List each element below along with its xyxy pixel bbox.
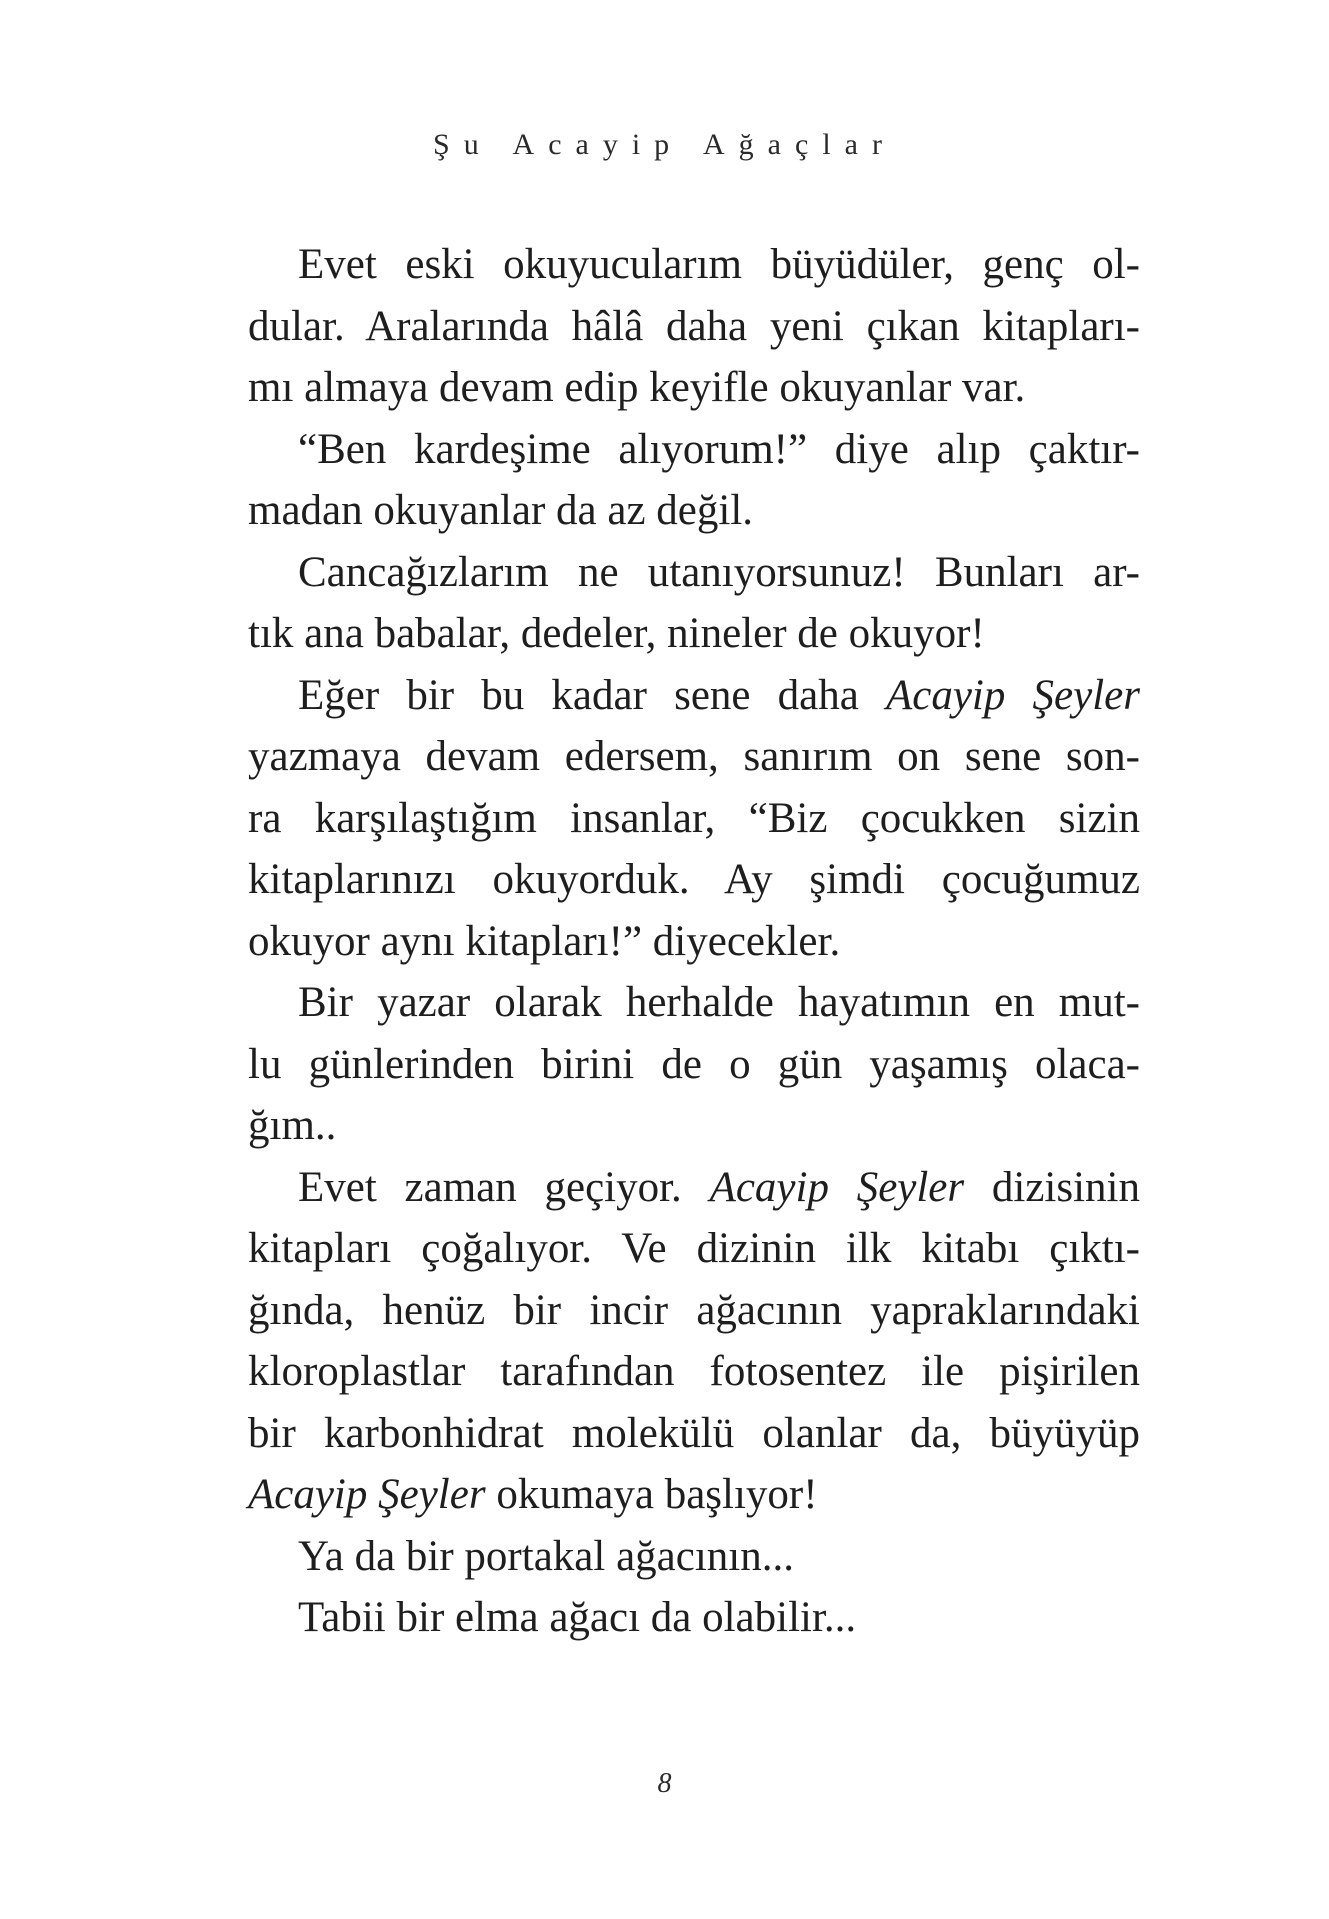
text-span: Evet zaman geçiyor. [298, 1163, 710, 1211]
text-line [248, 1157, 1140, 1219]
text-line: “Ben kardeşime alıyorum!” diye alıp çaktır- [298, 425, 1140, 473]
text-line: Bir yazar olarak herhalde hayatımın en mut- [298, 979, 1140, 1026]
text-line: Evet eski okuyucularım büyüdüler, genç ol- [298, 241, 1140, 288]
text-line: kitaplarınızı okuyorduk. Ay şimdi çocuğumuz [248, 856, 1140, 903]
italic-book-title: Acayip Şeyler [886, 671, 1140, 719]
text-line: Tabii bir elma ağacı da olabilir... [298, 1594, 857, 1641]
text-line: lu günlerinden birini de o gün yaşamış olaca- [248, 1040, 1140, 1088]
italic-book-title: Acayip Şeyler [248, 1471, 486, 1518]
text-line: madan okuyanlar da az değil. [248, 487, 754, 534]
text-line: ğım.. [248, 1102, 337, 1149]
text-line: kitapları çoğalıyor. Ve dizinin ilk kitabı çıktı- [248, 1225, 1140, 1272]
text-line: kloroplastlar tarafından fotosentez ile pişirilen [248, 1348, 1140, 1395]
text-line: dular. Aralarında hâlâ daha yeni çıkan kitapları- [248, 302, 1140, 350]
text-line: ra karşılaştığım insanlar, “Biz çocukken sizin [248, 794, 1140, 842]
text-span: Eğer bir bu kadar sene daha [298, 671, 886, 719]
text-line: bir karbonhidrat molekülü olanlar da, büyüyüp [248, 1409, 1140, 1457]
italic-book-title: Acayip Şeyler [709, 1163, 965, 1211]
running-header: Şu Acayip Ağaçlar [433, 128, 896, 161]
text-line: okuyor aynı kitapları!” diyecekler. [248, 917, 841, 965]
text-line: mı almaya devam edip keyifle okuyanlar var. [248, 364, 1026, 411]
page-body [248, 234, 1140, 1649]
text-line [248, 1464, 1140, 1526]
text-line: yazmaya devam edersem, sanırım on sene son- [248, 733, 1140, 780]
text-line [248, 665, 1140, 727]
text-line: Ya da bir portakal ağacının... [298, 1532, 794, 1580]
text-line: tık ana babalar, dedeler, nineler de okuyor! [248, 610, 985, 657]
text-span: dizisinin [964, 1163, 1140, 1211]
text-line: ğında, henüz bir incir ağacının yapraklarındaki [248, 1286, 1140, 1334]
text-span: okumaya başlıyor! [485, 1471, 818, 1518]
page-number: 8 [657, 1768, 672, 1799]
text-line: Cancağızlarım ne utanıyorsunuz! Bunları ar- [298, 548, 1140, 596]
